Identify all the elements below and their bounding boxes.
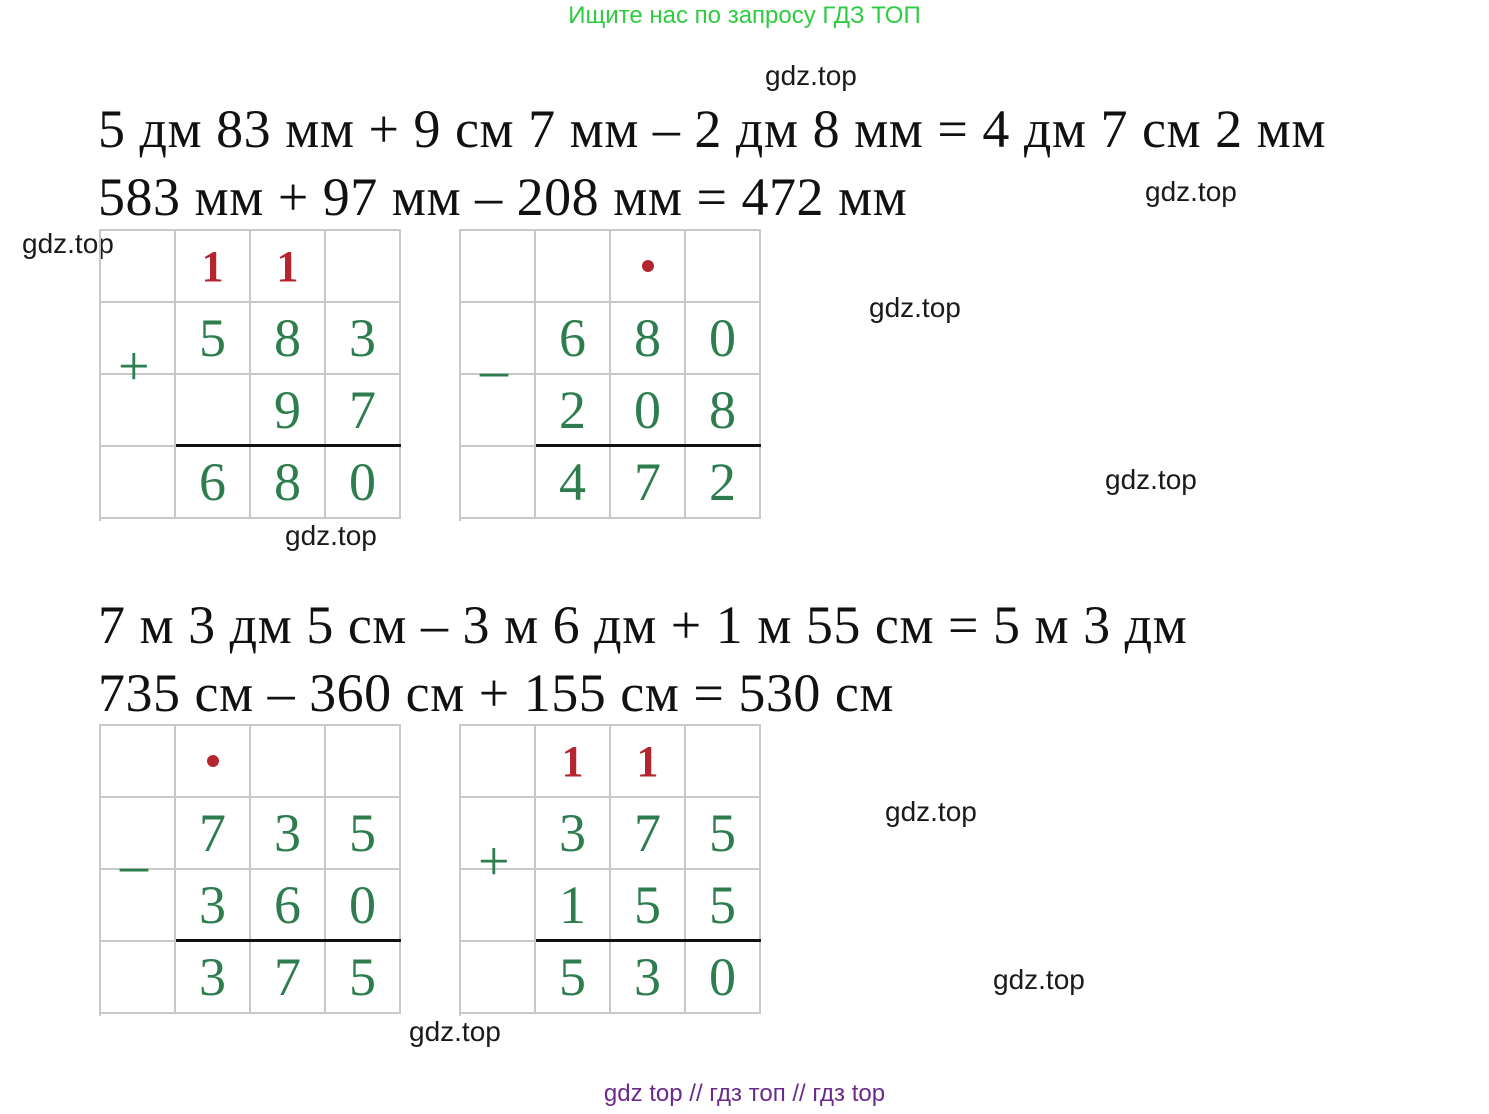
digit-cell xyxy=(101,447,176,519)
digit-cell: 3 xyxy=(176,870,251,942)
plus-operator: + xyxy=(118,336,150,398)
digit-cell: 5 xyxy=(611,870,686,942)
digit-cell: 5 xyxy=(536,942,611,1014)
digit-cell: 7 xyxy=(251,942,326,1014)
watermark: gdz.top xyxy=(1105,464,1197,495)
digit-cell: 7 xyxy=(326,375,401,447)
equation-4: 735 см – 360 см + 155 см = 530 см xyxy=(98,663,894,723)
equation-3: 7 м 3 дм 5 см – 3 м 6 дм + 1 м 55 см = 5 м 3 дм xyxy=(98,595,1188,655)
digit-cell: 7 xyxy=(176,798,251,870)
digit-cell: 5 xyxy=(176,303,251,375)
digit-cell: 6 xyxy=(536,303,611,375)
digit-cell: 9 xyxy=(251,375,326,447)
digit-cell: 2 xyxy=(686,447,761,519)
watermark: gdz.top xyxy=(285,520,377,551)
digit-cell: 5 xyxy=(686,798,761,870)
equation-2: 583 мм + 97 мм – 208 мм = 472 мм xyxy=(98,167,908,227)
watermark: gdz.top xyxy=(22,228,114,259)
digit-cell: 0 xyxy=(686,303,761,375)
carry-digit xyxy=(686,726,761,798)
digit-cell: 1 xyxy=(536,870,611,942)
watermark: gdz.top xyxy=(409,1016,501,1047)
digit-cell: 3 xyxy=(176,942,251,1014)
digit-cell: 0 xyxy=(686,942,761,1014)
watermark: gdz.top xyxy=(993,964,1085,995)
watermark: gdz.top xyxy=(869,292,961,323)
carry-digit xyxy=(461,726,536,798)
digit-cell: 7 xyxy=(611,447,686,519)
digit-cell: 6 xyxy=(251,870,326,942)
digit-cell: 3 xyxy=(536,798,611,870)
carry-digit: 1 xyxy=(251,231,326,303)
watermark: gdz.top xyxy=(1145,176,1237,207)
footer-links: gdz top // гдз топ // гдз top xyxy=(603,1080,886,1107)
watermark: gdz.top xyxy=(885,796,977,827)
digit-cell: 5 xyxy=(686,870,761,942)
sum-line xyxy=(536,939,761,942)
digit-cell: 8 xyxy=(686,375,761,447)
digit-cell: 8 xyxy=(611,303,686,375)
digit-cell: 8 xyxy=(251,447,326,519)
carry-digit: 1 xyxy=(536,726,611,798)
difference-line xyxy=(536,444,761,447)
carry-digit xyxy=(101,231,176,303)
digit-cell: 8 xyxy=(251,303,326,375)
carry-digit xyxy=(326,231,401,303)
digit-cell: 0 xyxy=(326,870,401,942)
digit-cell: 0 xyxy=(326,447,401,519)
sum-line xyxy=(176,444,401,447)
difference-line xyxy=(176,939,401,942)
borrow-dot-icon xyxy=(176,726,251,798)
carry-digit xyxy=(461,231,536,303)
digit-cell xyxy=(461,942,536,1014)
digit-cell xyxy=(176,375,251,447)
digit-cell: 3 xyxy=(251,798,326,870)
digit-cell: 5 xyxy=(326,942,401,1014)
carry-digit: 1 xyxy=(176,231,251,303)
digit-cell: 3 xyxy=(326,303,401,375)
digit-cell: 5 xyxy=(326,798,401,870)
carry-digit: 1 xyxy=(611,726,686,798)
equation-1: 5 дм 83 мм + 9 см 7 мм – 2 дм 8 мм = 4 дм 7 см 2 мм xyxy=(98,99,1327,159)
digit-cell xyxy=(101,942,176,1014)
digit-cell: 0 xyxy=(611,375,686,447)
minus-operator: – xyxy=(480,339,508,401)
watermark: gdz.top xyxy=(765,60,857,91)
carry-digit xyxy=(251,726,326,798)
digit-cell: 4 xyxy=(536,447,611,519)
carry-digit xyxy=(536,231,611,303)
carry-digit xyxy=(686,231,761,303)
minus-operator: – xyxy=(120,834,148,896)
digit-cell: 7 xyxy=(611,798,686,870)
digit-cell: 2 xyxy=(536,375,611,447)
carry-digit xyxy=(326,726,401,798)
digit-cell xyxy=(461,447,536,519)
carry-digit xyxy=(101,726,176,798)
site-banner: Ищите нас по запросу ГДЗ ТОП xyxy=(568,2,921,29)
borrow-dot-icon xyxy=(611,231,686,303)
plus-operator: + xyxy=(478,831,510,893)
digit-cell: 3 xyxy=(611,942,686,1014)
digit-cell: 6 xyxy=(176,447,251,519)
